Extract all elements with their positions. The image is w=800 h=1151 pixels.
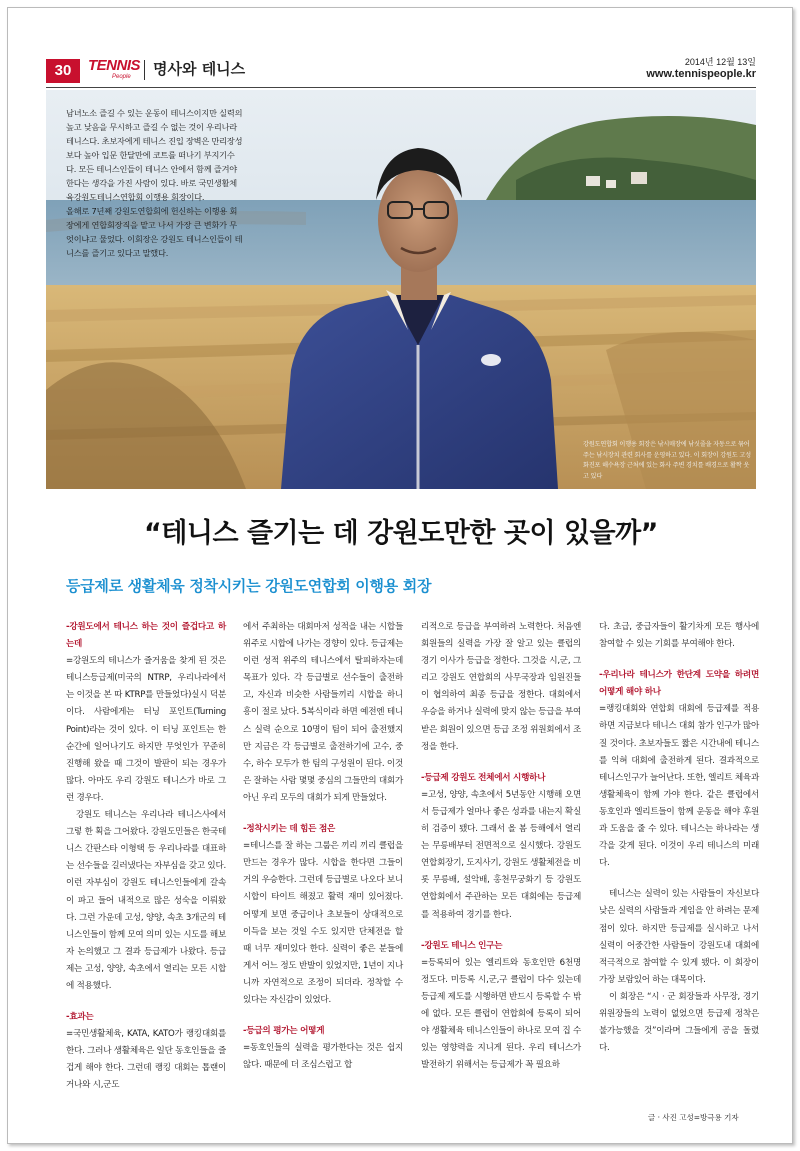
section-title: 명사와 테니스 (153, 60, 246, 78)
body-paragraph: 리적으로 등급을 부여하려 노력한다. 처음엔 회원들의 실력을 가장 잘 알고 있는 클럽의 경기 이사가 등급을 정한다. 그것을 시,군, 그리고 강원도 연합회의 사무국장과 임원진들이 협의하여 최종 등급을 정한다. 대회에서 우승을 하거나 실력에 맞지 않는 등급을 부여 받은 회원이 있으면 등급 조정 위원회에서 조정을 한다. (421, 622, 581, 752)
body-paragraph: =테니스를 잘 하는 그룹은 끼리 끼리 클럽을 만드는 경우가 많다. 시합을 한다면 그들이 거의 우승한다. 그런데 등급별로 나오다 보니 시합이 타이트 해졌고 활력 재미 있어졌다. 어떻게 보면 중급이나 초보들이 상대적으로 이득을 보는 것일 수도 있지만 단체전을 할 때 너무 재미있다 한다. 실력이 좋은 분들에게서 어느 정도 반발이 있었지만, 1년이 지나니까 자연적으로 조정이 되더라. 정착할 수 있다는 자신감이 있었다. (243, 841, 403, 1005)
article-column-1 (66, 619, 226, 1095)
header-rule (46, 87, 756, 88)
tennis-people-logo: TENNIS (88, 57, 141, 74)
body-paragraph: 강원도 테니스는 우리나라 테니스사에서 그렇 한 획을 그어왔다. 강원도민들은 한국테니스 간판스타 이형택 등 우리나라를 대표하는 선수들을 길러냈다는 자부심을 갖고 있다. 이런 자부심이 강원도 테니스인들에게 갈속이 파고 들어 내적으로 많은 성숙을 이뤄왔다. 그런 가운데 고성, 양양, 속초 3개군의 테니스인들이 함께 모여 의미 있는 시도를 해보자 논의했고 그 결과 등급제가 나왔다. 등급제는 고성, 양양, 속초에서 열리는 모든 시합에 적용했다. (66, 810, 226, 991)
logo-subtitle: People (112, 74, 131, 80)
body-paragraph: =고성, 양양, 속초에서 5년동안 시행해 오면서 등급제가 얼마나 좋은 성과를 내는지 확실히 검증이 됐다. 그래서 올 봄 등해에서 열리는 무릉배부터 전면적으로 실시했다. 강원도 연합회장기, 도지사기, 강원도 생활체전을 비롯 무릉배, 설악배, 홍천무궁화기 등 강원도 연합회에서 주관하는 모든 대회에는 등급제를 적용하여 경기를 한다. (421, 789, 581, 920)
article-column-2 (243, 619, 403, 1074)
photo-caption: 강원도연합회 이행용 회장은 낚시매장에 낚싯줄을 자동으로 묶어주는 낚시장치 관련 회사를 운영하고 있다. 이 회장이 강원도 고성 화진포 해수욕장 근처에 있는 화사 주변 경치를 배경으로 활짝 웃고 있다 (583, 441, 751, 480)
body-paragraph: =동호인들의 실력을 평가한다는 것은 쉽지 않다. 때문에 더 조심스럽고 합 (243, 1043, 403, 1071)
article-column-3 (421, 619, 581, 1074)
body-paragraph: 다. 초급, 중급자들이 활기차게 모든 행사에 참여할 수 있는 기회를 부여해야 한다. (599, 622, 759, 650)
body-paragraph: =강원도의 테니스가 즐거움을 찾게 된 것은 테니스등급제(미국의 NTRP, 우리나라에서는 이것을 본 따 KTRP를 만들었다)실시 덕분이다. 사람에게는 터닝 포인트(Turning Point)라는 것이 있다. 이 터닝 포인트는 한 순간에 일어나기도 하지만 무엇인가 꾸준히 진행해 왔을 때 그것이 발판이 되는 경우가 많다. 아마도 우리 강원도 테니스가 바로 그런 경우다. (66, 656, 226, 803)
page-frame (7, 7, 793, 1144)
site-url[interactable]: www.tennispeople.kr (646, 68, 756, 80)
question-heading: -효과는 (66, 1012, 94, 1023)
byline: 글 · 사진 고성=방극용 기자 (648, 1113, 739, 1122)
page-number: 30 (46, 59, 80, 83)
paragraph-gap (599, 653, 759, 667)
intro-text (66, 106, 244, 260)
paragraph-gap (421, 924, 581, 938)
question-heading: -등급의 평가는 어떻게 (243, 1026, 325, 1037)
paragraph-gap (599, 872, 759, 886)
body-paragraph: 이 회장은 “시 · 군 회장들과 사무장, 경기 위원장들의 노력이 없었으면 등급제 정착은 불가능했을 것”이라며 그들에게 공을 돌렸다. (599, 991, 759, 1054)
paragraph-gap (243, 1009, 403, 1023)
paragraph-gap (421, 756, 581, 770)
headline: “테니스 즐기는 데 강원도만한 곳이 있을까” (144, 518, 658, 549)
article-column-4 (599, 619, 759, 1057)
question-heading: -등급제 강원도 전체에서 시행하나 (421, 772, 546, 783)
question-heading: -강원도에서 테니스 하는 것이 즐겁다고 하는데 (66, 622, 226, 650)
page-header (8, 8, 793, 86)
question-heading: -강원도 테니스 인구는 (421, 940, 503, 951)
intro-paragraph: 남녀노소 즐길 수 있는 운동이 테니스이지만 실력의 높고 낮음을 무시하고 즐길 수 없는 것이 우리나라 테니스다. 초보자에게 테니스 진입 장벽은 만리장성보다 높아 입문 한달만에 코트를 떠나기 부지기수다. 모든 테니스인들이 테니스 안에서 함께 즐겨야 한다는 생각을 가진 사람이 있다. 바로 국민생활체육강원도테니스연합회 이행용 회장이다. (66, 108, 243, 202)
paragraph-gap (66, 995, 226, 1009)
body-paragraph: =국민생활체육, KATA, KATO가 랭킹대회를 한다. 그러나 생활체육은 일단 동호인들을 즐겁게 해야 한다. 그런데 랭킹 대회는 톱랜이거나와 시,군도 (66, 1029, 226, 1091)
intro-paragraph: 올해로 7년째 강원도연합회에 헌신하는 이행용 회장에게 연합회장직을 맡고 나서 가장 큰 변화가 무엇이냐고 물었다. 이회장은 강원도 테니스인들이 테니스를 즐기고 있다고 말했다. (66, 206, 243, 258)
paragraph-gap (243, 807, 403, 821)
body-paragraph: 테니스는 실력이 있는 사람들이 자신보다 낮은 실력의 사람들과 게임을 안 하려는 문제점이 있다. 하지만 등급제를 실시하고 나서 실력이 어중간한 사람들이 강원도내 대회에 적극적으로 참여할 수 있게 됐다. 이 회장이 가장 보람있어 하는 대목이다. (599, 889, 759, 985)
question-heading: -우리나라 테니스가 한단계 도약을 하려면 어떻게 해야 하나 (599, 670, 759, 698)
body-paragraph: 에서 주최하는 대회마저 성적을 내는 시합들 위주로 시합에 나가는 경향이 있다. 등급제는 이런 성적 위주의 테니스에서 탈피하자는데 목표가 있다. 각 등급별로 선수들이 출전하고, 자신과 비슷한 사람들끼리 시합을 하니 흥이 절로 났다. 5복식이라 하면 예전엔 테니스 실력 순으로 10명이 팀이 되어 출전했지만 지금은 각 등급별로 출전하기에 고수, 중수, 하수 모두가 한 팀의 구성원이 된다. 이것은 잘하는 사람 몇몇 중심의 그들만의 대회가 아닌 우리 모두의 대회가 되게 만들었다. (243, 622, 403, 803)
question-heading: -정착시키는 데 힘든 점은 (243, 824, 336, 835)
subheadline: 등급제로 생활체육 정착시키는 강원도연합회 이행용 회장 (66, 577, 432, 595)
body-paragraph: =랭킹대회와 연합회 대회에 등급제를 적용하면 지금보다 테니스 대회 참가 인구가 많아질 것이다. 초보자들도 짧은 시간내에 테니스를 익혀 대회에 출전하게 된다. 결과적으로 테니스인구가 늘어난다. 또한, 엘리트 체육과 생활체육이 함께 가야 한다. 같은 클럽에서 동호인과 엘리트들이 함께 운동을 해야 후원과 도움을 줄 수 있다. 테니스는 하나라는 생각을 갖게 된다. 이것이 우리 테니스의 미래다. (599, 704, 759, 869)
issue-date: 2014년 12월 13일 (684, 57, 756, 67)
body-paragraph: =등록되어 있는 엘리트와 동호인만 6천명 정도다. 미등록 시,군,구 클럽이 다수 있는데 등급제 제도를 시행하면 반드시 등록할 수 밖에 없다. 모든 클럽이 연합회에 등록이 되어야 생활체육 테니스인들이 하나로 모여 집 수 있는 영향력을 지니게 된다. 우리 테니스가 발전하기 위해서는 등급제가 꼭 필요하 (421, 957, 581, 1071)
header-divider (144, 60, 145, 80)
